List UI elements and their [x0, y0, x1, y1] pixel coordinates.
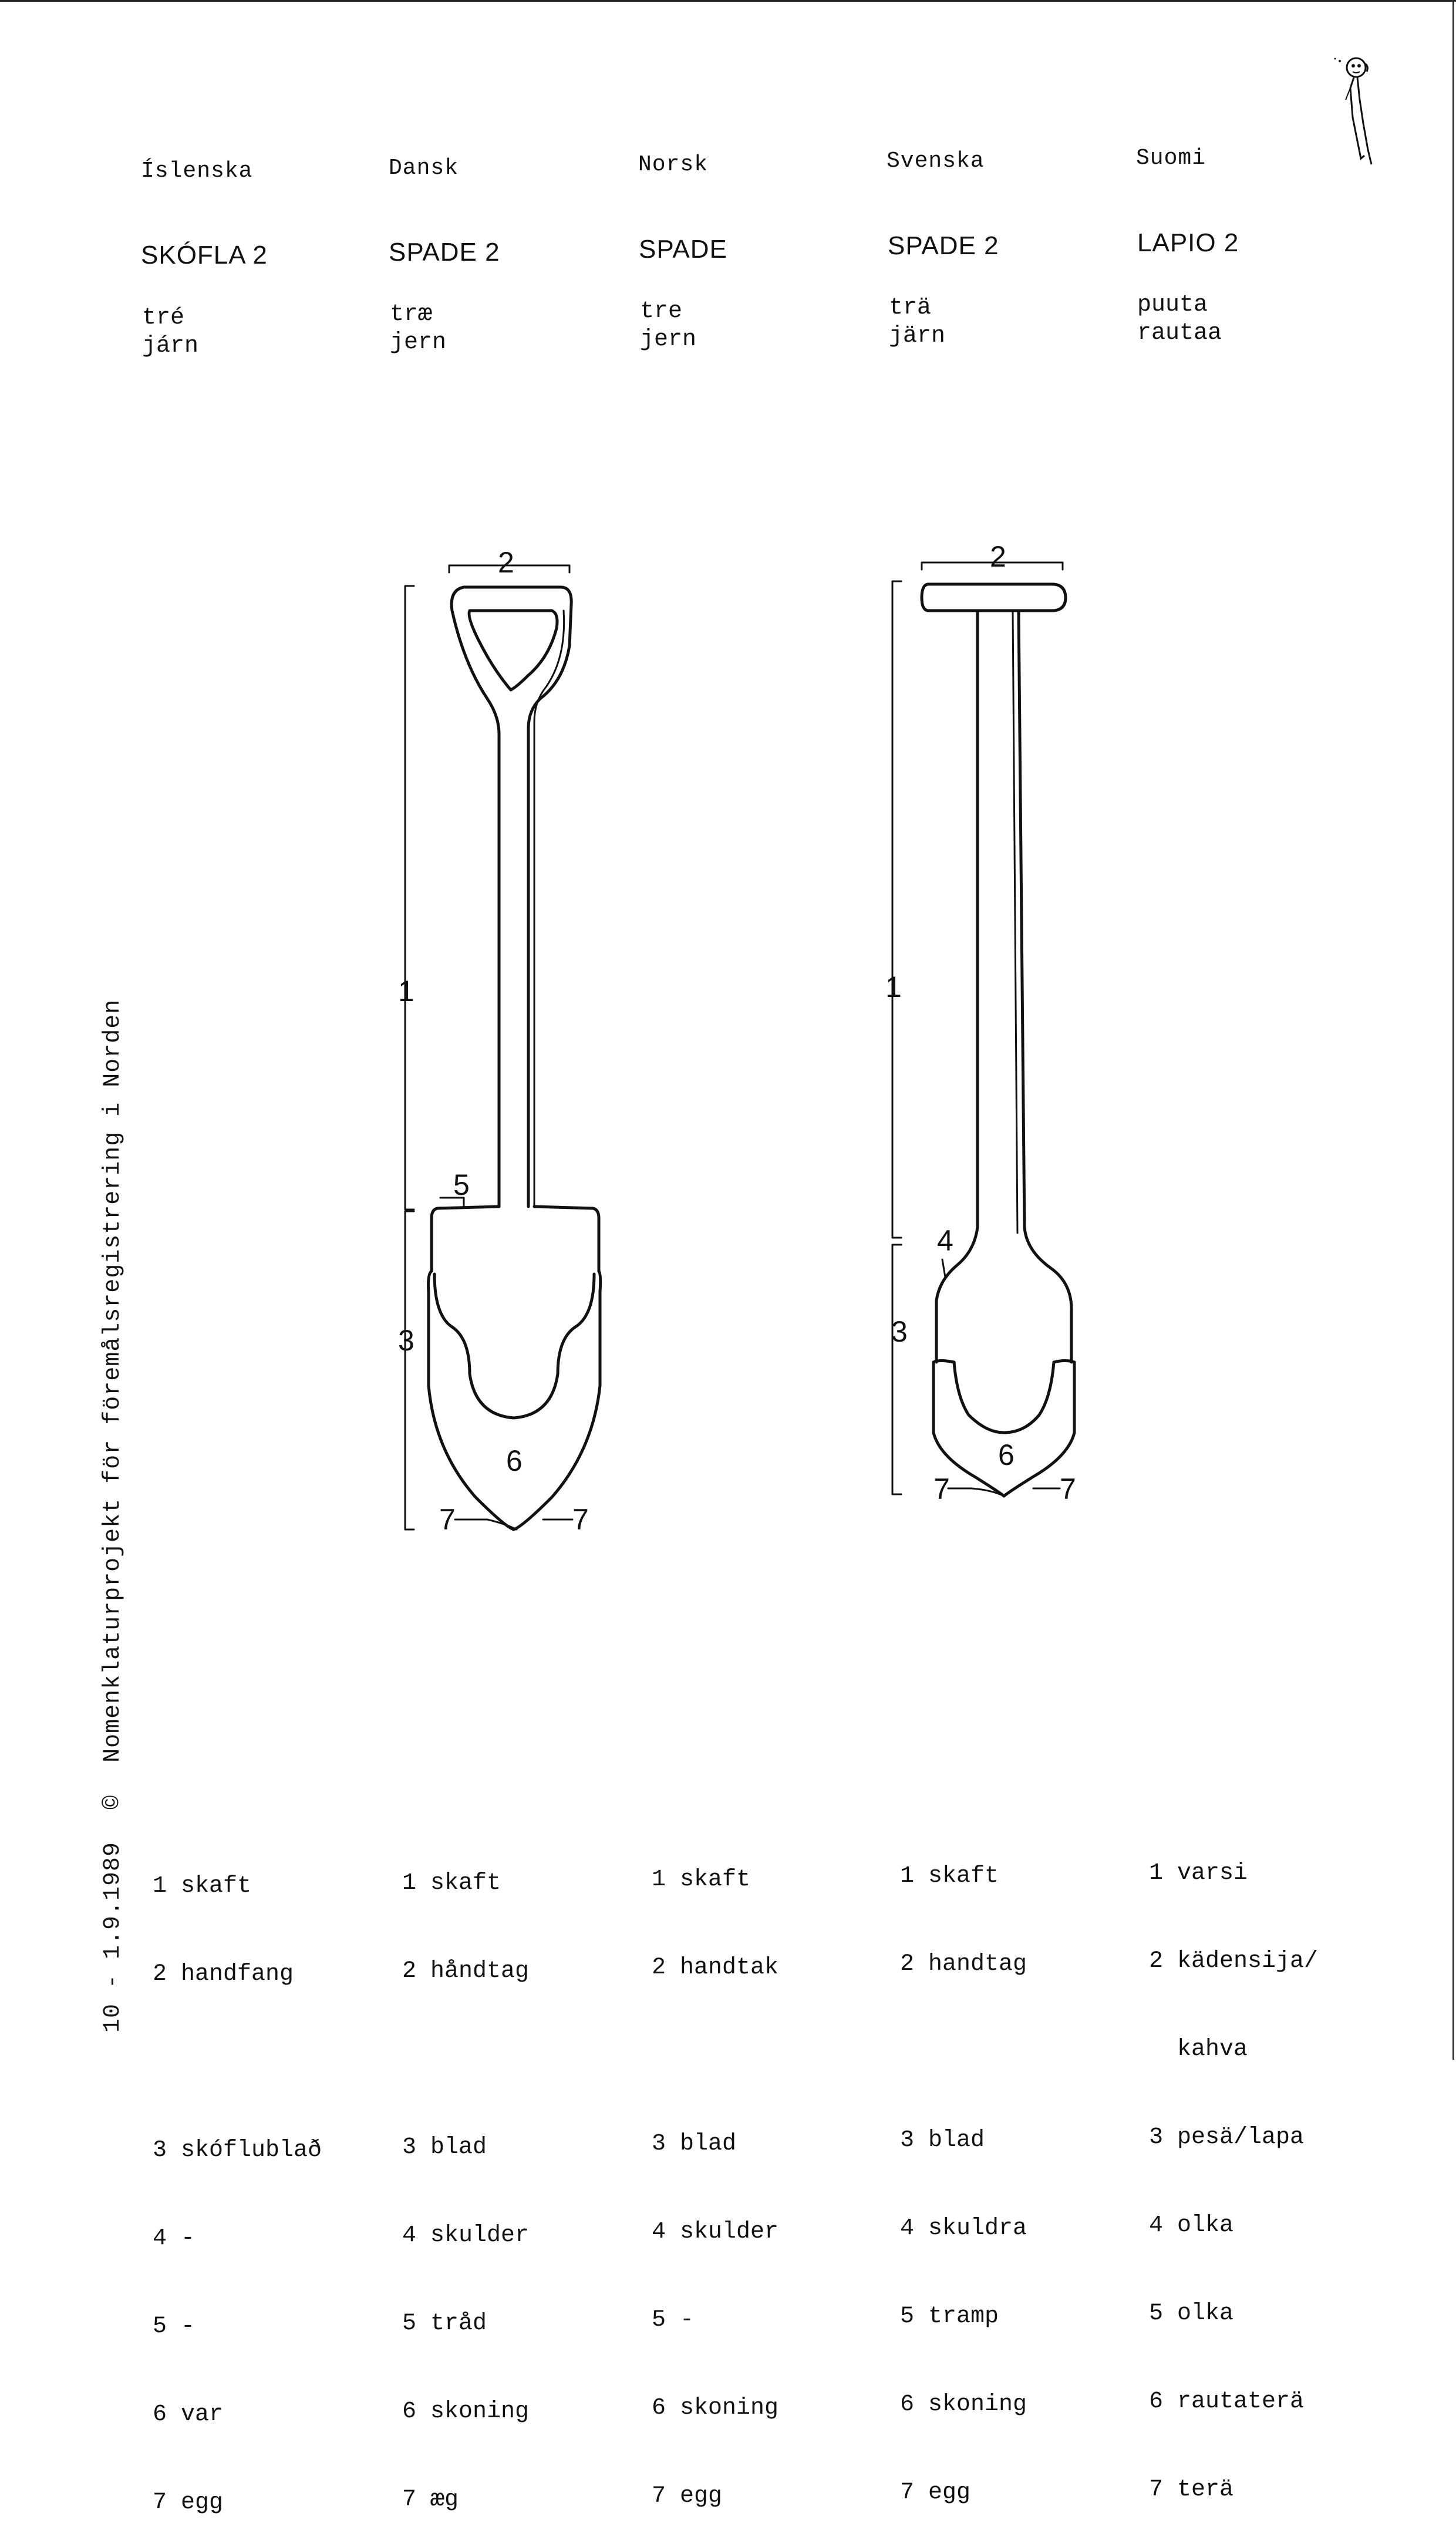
legend-item — [652, 2041, 778, 2071]
legend-item: 6 rautaterä — [1149, 2388, 1305, 2415]
legend-islenska — [153, 1813, 322, 2547]
legend-item: 7 egg — [652, 2483, 723, 2509]
right-label-shoulder: 4 — [937, 1224, 953, 1257]
legend-item: 1 skaft — [652, 1867, 751, 1893]
language-suomi: Suomi — [1136, 146, 1206, 171]
term-islenska: SKÓFLA 2 — [141, 241, 268, 269]
legend-item: 2 handtak — [652, 1955, 779, 1981]
legend-item: 6 skoning — [402, 2398, 530, 2425]
material-iron: rautaa — [1137, 320, 1222, 346]
legend-item: 2 handtag — [900, 1951, 1027, 1977]
legend-item: 1 varsi — [1149, 1860, 1248, 1886]
legend-suomi — [1149, 1800, 1318, 2534]
material-iron: järn — [889, 323, 946, 349]
legend-item: kahva — [1149, 2036, 1248, 2063]
right-label-handle: 2 — [990, 540, 1006, 573]
legend-item: 2 kädensija/ — [1149, 1948, 1319, 1975]
right-label-edge-left: 7 — [933, 1473, 950, 1505]
language-norsk: Norsk — [638, 152, 709, 177]
legend-item: 4 skuldra — [900, 2215, 1027, 2242]
legend-item: 4 skulder — [652, 2219, 779, 2245]
legend-item: 1 skaft — [900, 1863, 999, 1889]
legend-item: 4 olka — [1149, 2212, 1234, 2239]
term-dansk: SPADE 2 — [389, 238, 500, 267]
legend-item — [402, 2045, 529, 2074]
legend-item: 6 var — [153, 2401, 224, 2428]
legend-item: 2 håndtag — [402, 1958, 530, 1985]
legend-item — [153, 2048, 322, 2077]
left-label-shaft: 1 — [398, 975, 414, 1008]
material-iron: járn — [142, 333, 199, 359]
legend-item: 3 pesä/lapa — [1149, 2124, 1305, 2151]
language-islenska: Íslenska — [141, 159, 253, 184]
legend-item: 1 skaft — [153, 1873, 252, 1899]
legend-norsk — [652, 1807, 778, 2541]
term-norsk: SPADE — [639, 235, 727, 264]
material-wood: tré — [142, 305, 185, 331]
legend-item: 7 terä — [1149, 2477, 1234, 2503]
right-label-blade: 3 — [891, 1315, 908, 1348]
material-wood: puuta — [1137, 292, 1208, 318]
language-dansk: Dansk — [389, 156, 459, 181]
legend-svenska — [900, 1803, 1027, 2537]
legend-item: 5 - — [153, 2313, 196, 2340]
legend-dansk — [402, 1810, 529, 2544]
legend-item: 5 tramp — [900, 2303, 999, 2330]
left-label-blade: 3 — [398, 1324, 414, 1357]
page-date: 10 - 1.9.1989 — [100, 1841, 126, 2033]
material-iron: jern — [390, 329, 447, 356]
right-label-shaft: 1 — [885, 971, 902, 1003]
material-wood: trä — [889, 295, 932, 321]
right-spade-drawing — [892, 562, 1074, 1496]
left-label-handle: 2 — [498, 546, 514, 579]
legend-item: 7 æg — [402, 2487, 459, 2513]
legend-item: 6 skoning — [900, 2391, 1027, 2418]
legend-item: 3 blad — [402, 2134, 487, 2161]
legend-item: 7 egg — [900, 2479, 971, 2506]
term-suomi: LAPIO 2 — [1137, 228, 1239, 257]
left-label-tread: 5 — [453, 1168, 470, 1201]
sidebar-vertical-text — [100, 999, 126, 2033]
material-wood: tre — [640, 298, 683, 325]
language-svenska: Svenska — [887, 149, 985, 174]
legend-item: 5 tråd — [402, 2310, 487, 2337]
legend-item: 5 - — [652, 2307, 695, 2333]
project-name: Nomenklaturprojekt för föremålsregistrering i Norden — [100, 999, 126, 1763]
left-label-edge-right: 7 — [572, 1503, 589, 1536]
material-wood: træ — [390, 301, 433, 328]
legend-item: 7 egg — [153, 2489, 224, 2516]
legend-item: 3 blad — [652, 2131, 737, 2157]
left-spade-drawing — [405, 565, 601, 1529]
legend-item: 4 - — [153, 2225, 196, 2252]
left-label-edge-left: 7 — [439, 1503, 456, 1536]
legend-item: 3 blad — [900, 2127, 985, 2154]
legend-item: 3 skóflublað — [153, 2137, 322, 2164]
legend-item: 2 handfang — [153, 1961, 294, 1987]
term-svenska: SPADE 2 — [888, 231, 999, 260]
right-label-shoe: 6 — [998, 1438, 1015, 1471]
copyright-symbol: © — [100, 1794, 126, 1810]
legend-item: 1 skaft — [402, 1870, 501, 1896]
left-label-shoe: 6 — [506, 1444, 523, 1477]
legend-item: 6 skoning — [652, 2395, 779, 2421]
legend-item — [900, 2038, 1027, 2067]
material-iron: jern — [640, 326, 697, 353]
legend-item: 5 olka — [1149, 2300, 1234, 2327]
legend-item: 4 skulder — [402, 2222, 530, 2249]
right-label-edge-right: 7 — [1060, 1473, 1076, 1505]
